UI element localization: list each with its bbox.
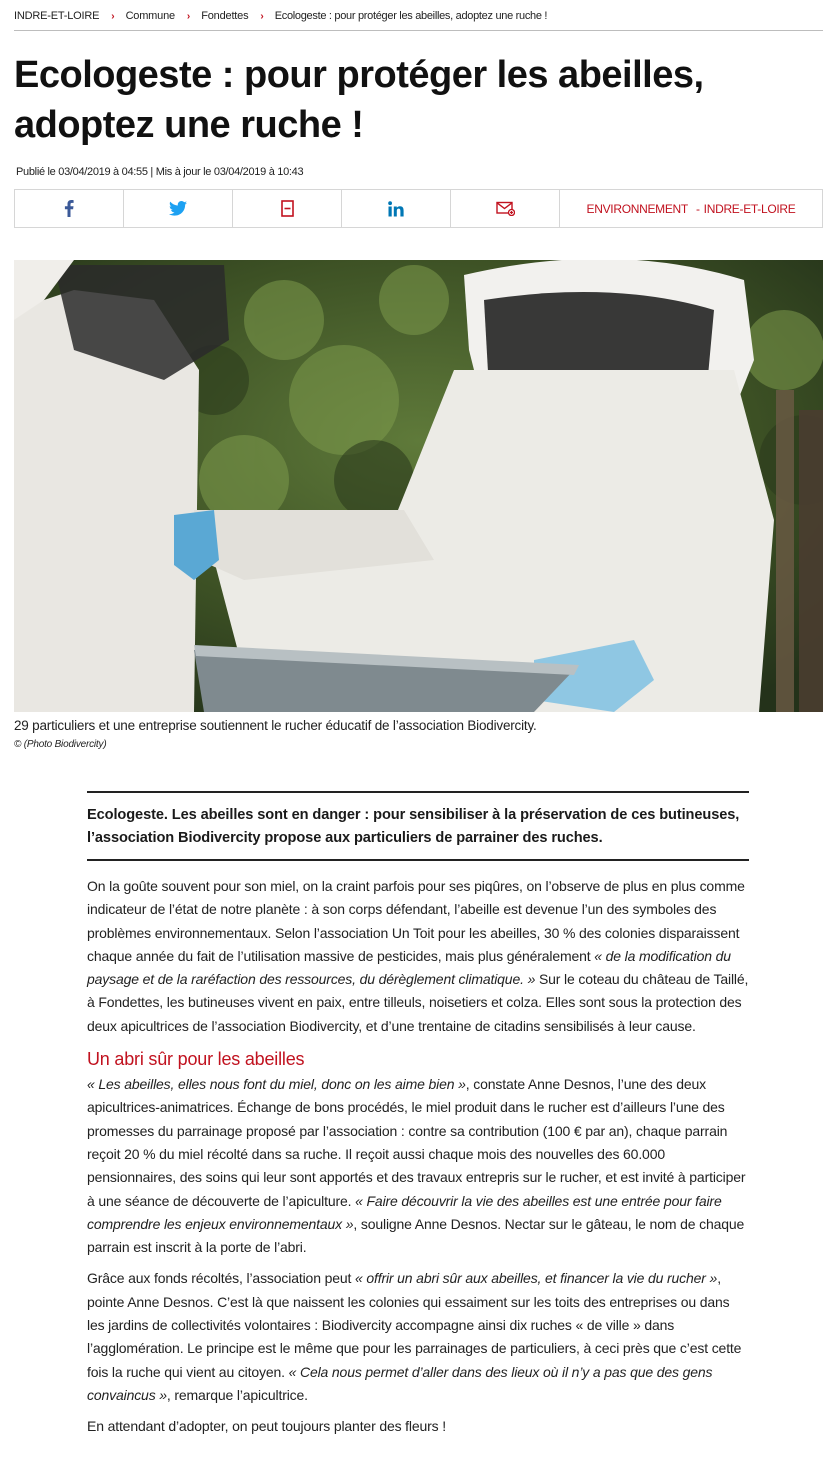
share-facebook-button[interactable]	[15, 190, 124, 227]
article-title: Ecologeste : pour protéger les abeilles, adoptez une ruche !	[14, 54, 704, 146]
twitter-icon	[169, 201, 187, 216]
share-twitter-button[interactable]	[124, 190, 233, 227]
breadcrumb-item-city[interactable]: Fondettes	[201, 10, 249, 22]
section-heading: Un abri sûr pour les abeilles	[87, 1049, 305, 1070]
paragraph-1	[87, 875, 749, 1038]
paragraph-3	[87, 1267, 749, 1407]
quote: « Faire découvrir la vie des abeilles est une entrée pour faire comprendre les enjeux environnementaux »	[87, 1192, 722, 1232]
tag-separator: -	[695, 201, 700, 216]
share-email-button[interactable]	[451, 190, 560, 227]
linkedin-icon	[388, 201, 404, 217]
breadcrumb-current: Ecologeste : pour protéger les abeilles, adoptez une ruche !	[274, 10, 548, 22]
bookmark-icon	[281, 200, 294, 217]
text-span: Grâce aux fonds récoltés, l’association peut	[87, 1270, 355, 1287]
breadcrumb	[14, 10, 823, 31]
article-body	[87, 875, 749, 1447]
chevron-right-icon: ›	[111, 11, 115, 22]
article-tags	[560, 190, 822, 227]
text-span: Sur le coteau du château de Taillé, à Fondettes, les butineuses vivent en paix, entre tilleuls, noisetiers et colza. Elles sont sous la protection des deux apicultrices de l’association Biodivercity, et d’une trentaine de citadins sensibilisés à leur cause.	[87, 971, 749, 1034]
article-lead: Ecologeste. Les abeilles sont en danger : pour sensibiliser à la préservation de ces butineuses, l’association Biodivercity propose aux particuliers de parrainer des ruches.	[87, 791, 749, 861]
article-photo	[14, 260, 823, 712]
paragraph-4: En attendant d’adopter, on peut toujours planter des fleurs !	[87, 1418, 446, 1435]
text-span: , souligne Anne Desnos. Nectar sur le gâteau, le nom de chaque parrain est inscrit à la porte de l’abri.	[87, 1215, 745, 1256]
facebook-icon	[64, 200, 74, 217]
breadcrumb-item-department[interactable]: INDRE-ET-LOIRE	[14, 10, 100, 22]
text-span: , constate Anne Desnos, l’une des deux apicultrices-animatrices. Échange de bons procédés, le miel produit dans le rucher est d’ailleurs l’une des promesses du parrainage proposé par l’association : contre sa contribution (100 € par an), chaque parrain reçoit 20 % du miel récolté dans sa ruche. Il reçoit aussi chaque mois des nouvelles des 60.000 pensionnaires, des soins qui leur sont apportés et des travaux entrepris sur le rucher, et est invité à participer à une séance de découverte de l’apiculture.	[87, 1076, 746, 1209]
breadcrumb-item-commune[interactable]: Commune	[125, 10, 175, 22]
chevron-right-icon: ›	[186, 11, 191, 22]
text-span: , remarque l’apicultrice.	[166, 1386, 308, 1403]
share-bar	[14, 189, 823, 228]
quote: « Cela nous permet d’aller dans des lieux où il n’y a pas que des gens convaincus »	[87, 1363, 713, 1403]
publication-meta: Publié le 03/04/2019 à 04:55 | Mis à jour le 03/04/2019 à 10:43	[16, 166, 304, 178]
chevron-right-icon: ›	[260, 11, 264, 22]
mail-icon	[496, 201, 515, 216]
share-linkedin-button[interactable]	[342, 190, 451, 227]
save-bookmark-button[interactable]	[233, 190, 342, 227]
quote: « offrir un abri sûr aux abeilles, et financer la vie du rucher »	[354, 1270, 718, 1287]
quote: « de la modification du paysage et de la raréfaction des ressources, du dérèglement climatique. »	[87, 947, 731, 988]
paragraph-2	[87, 1073, 749, 1259]
text-span: , pointe Anne Desnos. C’est là que naissent les colonies qui essaiment sur les toits des entreprises ou dans les jardins de collectivités volontaires : Biodivercity accompagne ainsi dix ruches « de ville » dans l’agglomération. Le principe est le même que pour les parrainages de particuliers, à ceci près que c’est cette fois la ruche qui vient au citoyen.	[87, 1270, 742, 1380]
photo-credit: © (Photo Biodivercity)	[14, 739, 107, 750]
text-span: On la goûte souvent pour son miel, on la craint parfois pour ses piqûres, on l’observe de plus en plus comme indicateur de l’état de notre planète : à son corps défendant, l’abeille est devenue l’un des symboles des problèmes environnementaux. Selon l’association Un Toit pour les abeilles, 30 % des colonies disparaissent chaque année du fait de l’utilisation massive de pesticides, mais plus généralement	[87, 878, 745, 964]
quote: « Les abeilles, elles nous font du miel, donc on les aime bien »	[87, 1076, 466, 1093]
tag-indre-et-loire[interactable]: INDRE-ET-LOIRE	[703, 201, 796, 216]
photo-caption: 29 particuliers et une entreprise soutiennent le rucher éducatif de l’association Biodivercity.	[14, 718, 537, 733]
tag-environnement[interactable]: ENVIRONNEMENT	[586, 201, 688, 216]
